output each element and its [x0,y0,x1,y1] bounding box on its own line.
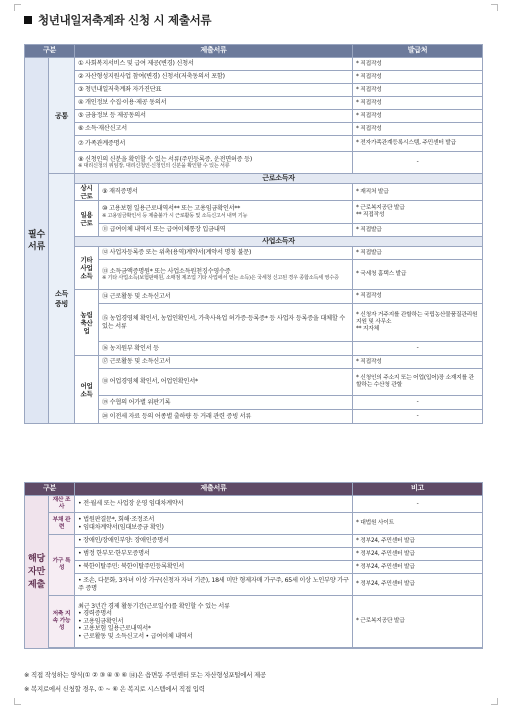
page-title [24,12,211,28]
doc-note: ※ 대리신청의 위임장, 대리신청인·신청인의 신분을 확인할 수 있는 서류 [78,163,230,170]
doc-row: ② 자산형성지원사업 참여(변경) 신청서(저축동의서 포함) [75,71,353,84]
corner-mark-tl [14,4,21,11]
issuer-cell: * 재직처 발급 [353,184,483,201]
remark-cell: * 정부24, 주민센터 발급 [353,535,483,548]
worker-subheader: 근로소득자 [75,174,483,184]
title-text: 청년내일저축계좌 신청 시 제출서류 [38,13,212,27]
issuer-cell: * 직접작성 [353,84,483,97]
issuer-cell: * 직접발급 [353,224,483,237]
doc-row: ⑨ 재직증명서 [99,184,353,201]
issuer-cell: * 직접작성 [353,110,483,123]
issuer-cell: * 직접작성 [353,123,483,136]
doc-note: ※ 기타 사업소득(보험판매원, 소매점 제조업 기타 사업에서 얻는 소득)은 국세청 신고된 경우 종합소득세 영수증 [102,275,339,282]
common-label: 공통 [49,58,75,174]
remark-cell: * 정부24, 주민센터 발급 [353,561,483,574]
doc-row: ⑤ 금융정보 등 제공동의서 [75,110,353,123]
doc-row: • 범정 한부모·한부모증명서 [75,548,353,561]
issuer-line: ** 지자체 [356,325,379,332]
corner-mark-bl [14,698,21,705]
issuer-line: * 신청자 거주지를 관할하는 국립농산물품질관리원 지원 및 사무소 [356,312,478,326]
footnote: ※ 직접 작성하는 양식(① ② ③ ④ ⑤ ⑥ ⑭)은 읍면동 주민센터 또는 자산형성포털에서 제공 [24,671,266,679]
income-proof-label: 소득증빙 [49,174,75,424]
doc-text: ⑧ 신청인의 신분을 확인할 수 있는 서류(주민등록증, 운전면허증 등) [78,155,252,163]
issuer-cell: * 국세청 홈택스 발급 [353,260,483,290]
remark-cell: * 정부24, 주민센터 발급 [353,548,483,561]
issuer-cell: - [353,342,483,356]
doc-row: ⑪ 급여이체 내역서 또는 급여이체통장 입금내역 [99,224,353,237]
doc-row: ⑲ 수협의 어가별 위판기록 [99,396,353,410]
other-business-label: 기타 사업소득 [75,247,99,290]
table-spacer [49,648,483,649]
group-label: 저축 지속 가능성 [49,596,75,648]
optional-docs-table [24,482,483,649]
doc-row: ③ 청년내일저축계좌 자가진단표 [75,84,353,97]
issuer-cell: * 직접작성 [353,356,483,369]
doc-row: ⑭ 근로활동 및 소득신고서 [99,290,353,304]
corner-mark-br [491,698,498,705]
business-subheader: 사업소득자 [75,237,483,247]
remark-cell: - [353,496,483,513]
issuer-cell [353,201,483,224]
doc-row: 최근 3년간 경제 활동기간(근로일수)를 확인할 수 있는 서류 • 경력증명서 • 고용임금확인서 • 고용보험 일용근로내역서* • 근로활동 및 소득신고서 • 급여이체 내역서 [75,596,353,648]
doc-row: ⑯ 농지원부 확인서 등 [99,342,353,356]
doc-note: ※ 고용임금확인서 등 제출불가 시 근로활동 및 소득신고서 내역 기능 [102,212,248,219]
issuer-cell: * 신청인의 주소지 또는 어업(입어)장 소재지를 관할하는 수산청 관할 [353,369,483,396]
issuer-cell: * 전자가족관계등록시스템, 주민센터 발급 [353,136,483,152]
header-remark: 비고 [353,483,483,496]
doc-row: ⑱ 어업경영체 확인서, 어업인확인서* [99,369,353,396]
issuer-line: * 근로복지공단 발급 [356,205,405,212]
fishing-label: 어업소득 [75,356,99,424]
doc-text: ⑬ 소득금액증명원* 또는 사업소득원천징수영수증 [102,267,231,275]
footnote: ※ 복지로에서 신청할 경우, ① ~ ⑥ 은 복지로 시스템에서 직접 입력 [24,685,205,693]
farming-label: 농림 축산업 [75,290,99,356]
doc-row: • 조손, 다문화, 3자녀 이상 가구(신청자 자녀 기준), 18세 미만 형제자매 가구주, 65세 이상 노인부양 가구주 증명 [75,574,353,596]
doc-row [99,201,353,224]
remark-cell: * 대법원 사이트 [353,513,483,535]
doc-row: ⑰ 근로활동 및 소득신고서 [99,356,353,369]
doc-row: ⑳ 이전세 자료 등의 어종별 출하량 등 거래 관련 증빙 서류 [99,410,353,424]
header-category: 구분 [25,483,75,496]
issuer-cell: * 직접작성 [353,58,483,71]
group-label: 부채 관련 [49,513,75,535]
applicable-only-label: 해당자만 제출 [25,496,49,649]
regular-work-label: 상시근로 [75,184,99,201]
group-label: 가구 특성 [49,535,75,596]
header-issuer: 발급처 [353,45,483,58]
issuer-cell: - [353,396,483,410]
issuer-cell: - [353,410,483,424]
doc-row: • 전·월세 또는 사업장 운영 임대차계약서 [75,496,353,513]
issuer-cell: * 직접작성 [353,290,483,304]
group-label: 재산 조사 [49,496,75,513]
issuer-cell: * 직접작성 [353,71,483,84]
issuer-cell [353,304,483,342]
issuer-cell: * 직접발급 [353,247,483,260]
daily-work-label: 일용근로 [75,201,99,237]
header-category: 구분 [25,45,75,58]
doc-row: • 장애인/장애인부양: 장애인증명서 [75,535,353,548]
doc-row: ⑫ 사업자등록증 또는 위촉(용역)계약서(계약서 명칭 불문) [99,247,353,260]
doc-row: ① 사회복지서비스 및 급여 제공(변경) 신청서 [75,58,353,71]
issuer-line: ** 직접작성 [356,212,385,218]
doc-row: ⑥ 소득·재산신고서 [75,123,353,136]
required-docs-table [24,44,483,424]
doc-row [99,260,353,290]
doc-row [75,152,353,174]
doc-row: • 법원판결문*, 회해·조정조서 • 임대차계약서(임대보증금 확인) [75,513,353,535]
doc-text: ⑩ 고용보험 일용근로내역서** 또는 고용임금확인서** [102,205,241,213]
corner-mark-tr [491,4,498,11]
issuer-cell: * 직접작성 [353,97,483,110]
square-bullet-icon [24,16,32,24]
remark-cell: * 정부24, 주민센터 발급 [353,574,483,596]
doc-row: ④ 개인정보 수집·이용·제공 동의서 [75,97,353,110]
issuer-cell: - [353,152,483,174]
header-documents: 제출서류 [75,483,353,496]
doc-row: ⑦ 가족관계증명서 [75,136,353,152]
doc-row: ⑮ 농업경영체 확인서, 농업인확인서, 가축사육업 허가증·등록증* 등 사업자 등록증을 대체할 수 있는 서류 [99,304,353,342]
doc-row: • 북한이탈주민: 북한이탈주민등록확인서 [75,561,353,574]
header-documents: 제출서류 [75,45,353,58]
required-docs-label: 필수서류 [25,58,49,424]
remark-cell: * 근로복지공단 발급 [353,596,483,648]
